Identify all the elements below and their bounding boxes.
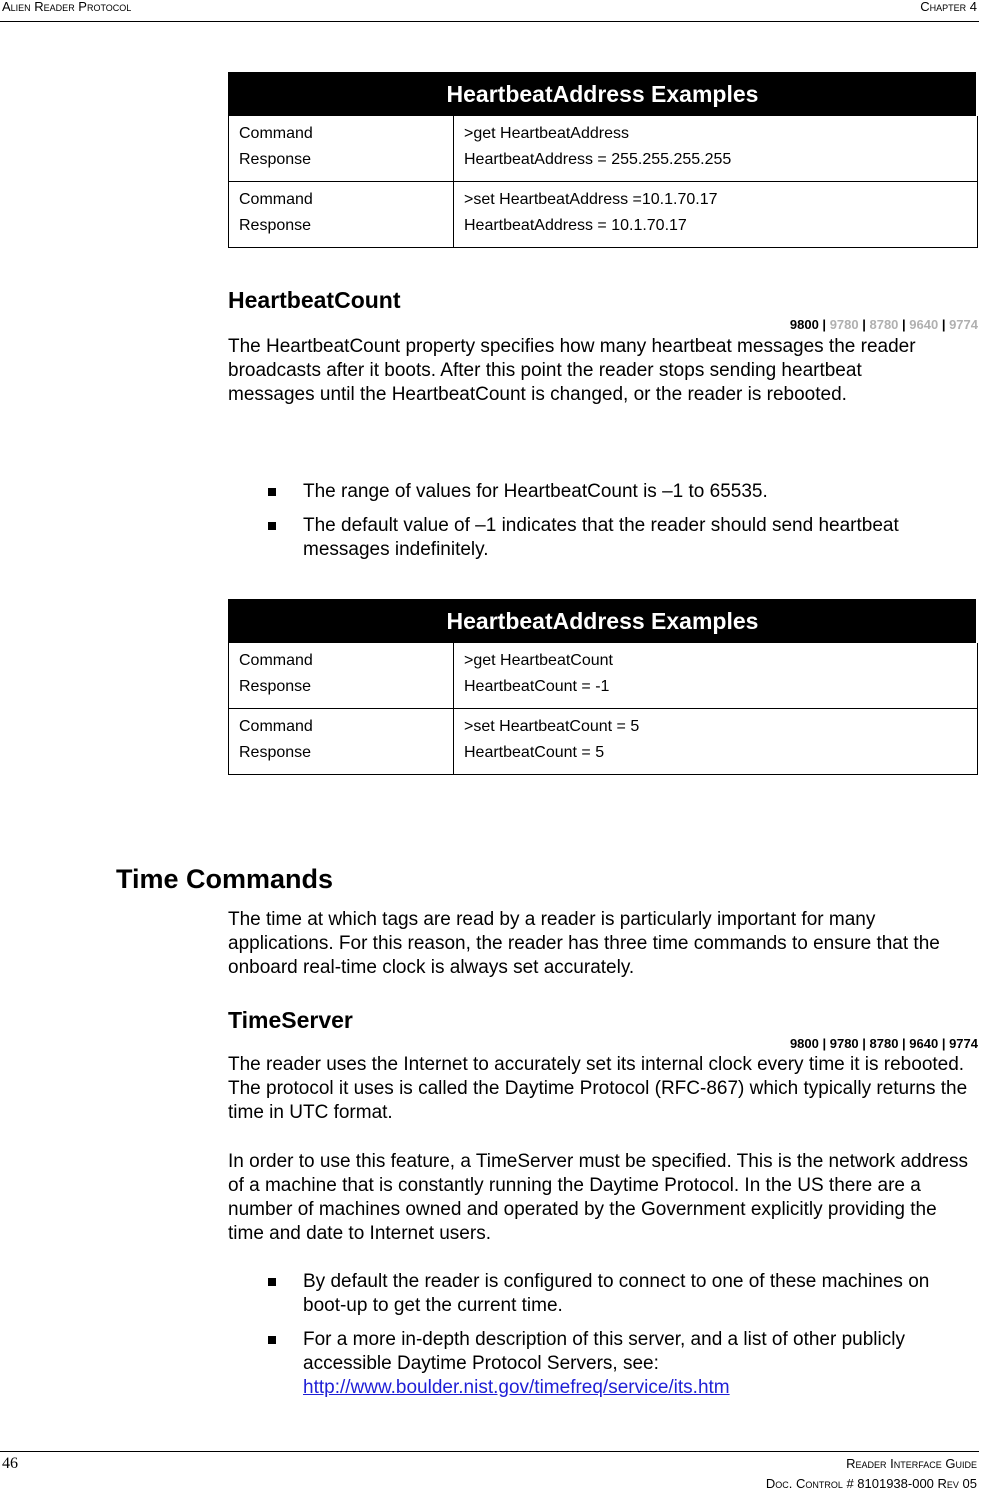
timeserver-models: 9800 | 9780 | 8780 | 9640 | 9774 xyxy=(789,1036,978,1051)
footer-doc-control: Doc. Control # 8101938-000 Rev 05 xyxy=(765,1476,977,1491)
heartbeat-count-paragraph: The HeartbeatCount property specifies how many heartbeat messages the reader broadcasts after it boots. After this point the reader stops sending heartbeat messages until the HeartbeatCount is changed, or the reader is rebooted. xyxy=(228,336,916,405)
bullet-square-icon xyxy=(268,1278,276,1286)
footer-guide-title: Reader Interface Guide xyxy=(846,1456,977,1471)
page-footer xyxy=(0,1451,979,1493)
heartbeat-address-examples-table xyxy=(228,72,978,248)
timeserver-bullets xyxy=(228,1270,973,1410)
heartbeat-count-heading: HeartbeatCount xyxy=(228,287,401,313)
cell-label: Command xyxy=(239,125,313,142)
page-header xyxy=(0,0,979,22)
header-chapter: Chapter 4 xyxy=(920,0,977,14)
page-number: 46 xyxy=(2,1455,18,1472)
cell-label: Response xyxy=(239,217,312,234)
cell-label: Response xyxy=(239,151,312,168)
table-cell-labels xyxy=(229,709,454,775)
cell-value: >set HeartbeatAddress =10.1.70.17 xyxy=(464,191,718,208)
table-cell-values xyxy=(454,709,978,775)
cell-value: HeartbeatAddress = 10.1.70.17 xyxy=(464,217,687,234)
table-row xyxy=(229,709,978,775)
header-doc-title: Alien Reader Protocol xyxy=(2,0,132,14)
list-item: For a more in-depth description of this server, and a list of other publicly accessible Daytime Protocol Servers, see: http://www.boulder.nist.gov/timefreq/service/its.htm xyxy=(228,1328,973,1400)
model-9774: 9774 xyxy=(949,317,978,332)
cell-value: >get HeartbeatCount xyxy=(464,652,613,669)
model-9640: 9640 xyxy=(909,317,939,332)
list-item: The range of values for HeartbeatCount is –1 to 65535. xyxy=(228,480,973,504)
cell-value: HeartbeatCount = -1 xyxy=(464,678,610,695)
table-cell-labels xyxy=(229,116,454,182)
cell-value: HeartbeatAddress = 255.255.255.255 xyxy=(464,151,732,168)
cell-label: Response xyxy=(239,678,312,695)
cell-label: Response xyxy=(239,744,312,761)
list-item: By default the reader is configured to connect to one of these machines on boot-up to get the current time. xyxy=(228,1270,973,1318)
model-9780: 9780 xyxy=(829,317,859,332)
time-commands-paragraph: The time at which tags are read by a reader is particularly important for many applications. For this reason, the reader has three time commands to ensure that the onboard real-time clock is always set accurately. xyxy=(228,909,940,978)
cell-label: Command xyxy=(239,191,313,208)
heartbeat-count-bullets xyxy=(228,480,973,572)
heartbeat-count-models: 9800 | 9780 | 8780 | 9640 | 9774 xyxy=(789,317,978,332)
table-title: HeartbeatAddress Examples xyxy=(229,600,978,643)
cell-label: Command xyxy=(239,652,313,669)
table-row xyxy=(229,643,978,709)
bullet-square-icon xyxy=(268,488,276,496)
table-cell-labels xyxy=(229,643,454,709)
table-row xyxy=(229,116,978,182)
cell-value: HeartbeatCount = 5 xyxy=(464,744,605,761)
nist-time-servers-link[interactable]: http://www.boulder.nist.gov/timefreq/service/its.htm xyxy=(303,1377,730,1398)
list-item: The default value of –1 indicates that the reader should send heartbeat messages indefinitely. xyxy=(228,514,973,562)
table-cell-values xyxy=(454,182,978,248)
cell-value: >set HeartbeatCount = 5 xyxy=(464,718,640,735)
time-commands-heading: Time Commands xyxy=(116,864,334,894)
table-cell-values xyxy=(454,643,978,709)
table-cell-values xyxy=(454,116,978,182)
heartbeat-count-examples-table xyxy=(228,599,978,775)
cell-label: Command xyxy=(239,718,313,735)
table-title: HeartbeatAddress Examples xyxy=(229,73,978,116)
timeserver-heading: TimeServer xyxy=(228,1007,353,1033)
table-cell-labels xyxy=(229,182,454,248)
table-row xyxy=(229,182,978,248)
model-8780: 8780 xyxy=(869,317,899,332)
timeserver-paragraph-1: The reader uses the Internet to accurately set its internal clock every time it is rebooted. The protocol it uses is called the Daytime Protocol (RFC-867) which typically returns the time in UTC format. xyxy=(228,1054,968,1123)
bullet-square-icon xyxy=(268,1336,276,1344)
timeserver-paragraph-2: In order to use this feature, a TimeServer must be specified. This is the network address of a machine that is constantly running the Daytime Protocol. In the US there are a number of machines owned and operated by the Government explicitly providing the time and date to Internet users. xyxy=(228,1151,968,1244)
bullet-square-icon xyxy=(268,522,276,530)
cell-value: >get HeartbeatAddress xyxy=(464,125,629,142)
model-9800: 9800 xyxy=(789,317,819,332)
